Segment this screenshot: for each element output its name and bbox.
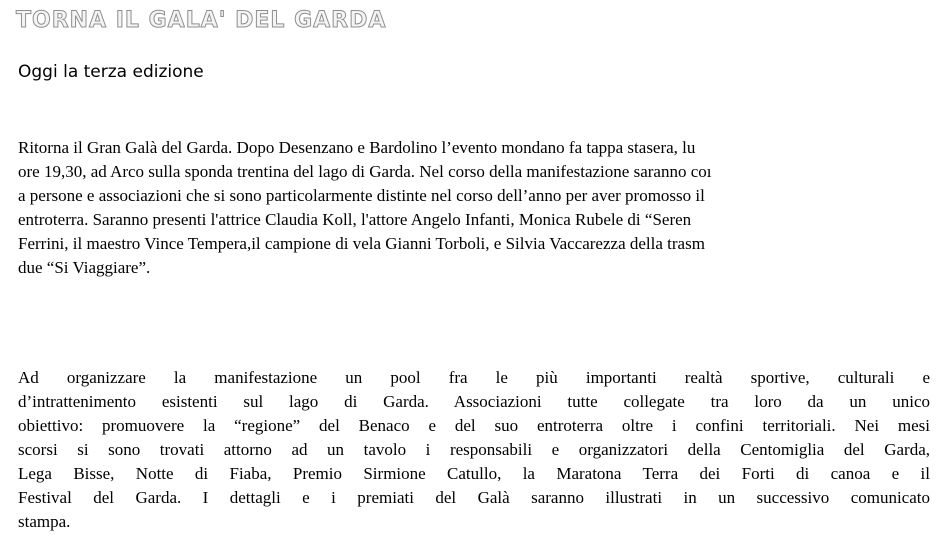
text-line: due “Si Viaggiare”. (18, 258, 151, 277)
text-line: Festival del Garda. I dettagli e i premiati del Galà saranno illustrati in un successivo comunicato (18, 488, 930, 507)
article-subtitle: Oggi la terza edizione (18, 62, 204, 82)
text-line: d’intrattenimento esistenti sul lago di Garda. Associazioni tutte collegate tra loro da un unico (18, 392, 930, 411)
article-headline: TORNA IL GALA' DEL GARDA (16, 8, 387, 33)
text-line: scorsi si sono trovati attorno ad un tavolo i responsabili e organizzatori della Centomiglia del Garda, (18, 440, 930, 459)
text-line: entroterra. Saranno presenti l'attrice Claudia Koll, l'attore Angelo Infanti, Monica Rubele di “Seren (18, 210, 692, 229)
text-line: Ad organizzare la manifestazione un pool fra le più importanti realtà sportive, culturali e (18, 368, 930, 387)
article-paragraph-2 (18, 366, 930, 534)
article-paragraph-1 (18, 136, 950, 280)
text-line: obiettivo: promuovere la “regione” del Benaco e del suo entroterra oltre i confini territoriali. Nei mesi (18, 416, 930, 435)
text-line: stampa. (18, 512, 71, 531)
text-line: a persone e associazioni che si sono particolarmente distinte nel corso dell’anno per aver promosso il (18, 186, 705, 205)
text-line: Lega Bisse, Notte di Fiaba, Premio Sirmione Catullo, la Maratona Terra dei Forti di canoa e il (18, 464, 930, 483)
text-line: ore 19,30, ad Arco sulla sponda trentina del lago di Garda. Nel corso della manifestazione saranno coı (18, 162, 712, 181)
text-line: Ritorna il Gran Galà del Garda. Dopo Desenzano e Bardolino l’evento mondano fa tappa stasera, lu (18, 138, 696, 157)
text-line: Ferrini, il maestro Vince Tempera,il campione di vela Gianni Torboli, e Silvia Vaccarezza della trasm (18, 234, 705, 253)
